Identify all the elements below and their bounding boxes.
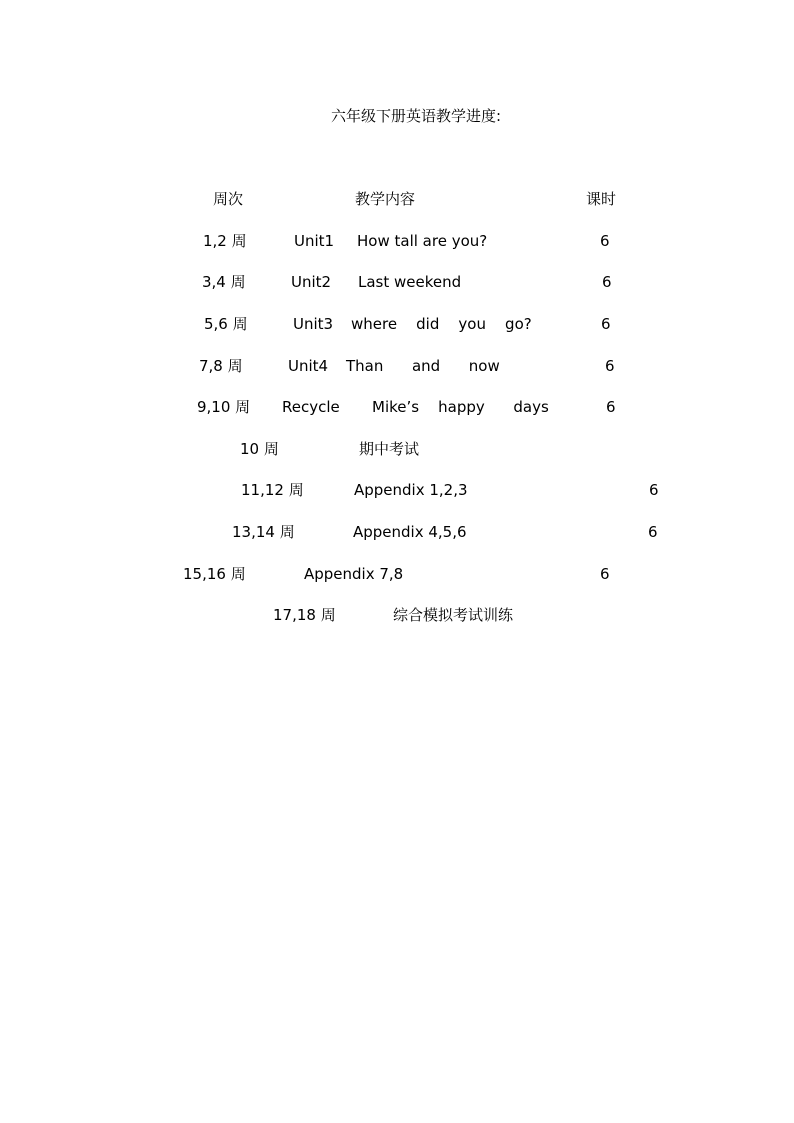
row-topic: Appendix 1,2,3 <box>354 481 468 499</box>
row-week: 5,6 周 <box>204 315 248 333</box>
page-title: 六年级下册英语教学进度: <box>331 107 502 125</box>
header-week: 周次 <box>213 190 244 208</box>
row-topic: How tall are you? <box>357 232 488 250</box>
row-topic: Last weekend <box>358 273 462 291</box>
row-hours: 6 <box>606 398 616 416</box>
row-unit: Unit4 <box>288 357 329 375</box>
row-hours: 6 <box>605 357 615 375</box>
row-week: 15,16 周 <box>183 565 246 583</box>
row-topic: Appendix 4,5,6 <box>353 523 467 541</box>
header-content: 教学内容 <box>355 190 416 208</box>
row-topic: 期中考试 <box>359 440 420 458</box>
row-hours: 6 <box>600 232 610 250</box>
row-topic: where did you go? <box>351 315 532 333</box>
row-unit: Unit2 <box>291 273 332 291</box>
row-unit: Recycle <box>282 398 340 416</box>
row-hours: 6 <box>600 565 610 583</box>
row-week: 1,2 周 <box>203 232 247 250</box>
row-week: 3,4 周 <box>202 273 246 291</box>
header-hours: 课时 <box>586 190 617 208</box>
row-topic: Than and now <box>346 357 500 375</box>
row-week: 9,10 周 <box>197 398 251 416</box>
row-hours: 6 <box>649 481 659 499</box>
row-week: 11,12 周 <box>241 481 304 499</box>
row-week: 17,18 周 <box>273 606 336 624</box>
row-topic: Mike’s happy days <box>372 398 549 416</box>
row-unit: Unit1 <box>294 232 335 250</box>
row-hours: 6 <box>648 523 658 541</box>
row-week: 13,14 周 <box>232 523 295 541</box>
row-hours: 6 <box>602 273 612 291</box>
row-unit: Unit3 <box>293 315 334 333</box>
row-topic: Appendix 7,8 <box>304 565 404 583</box>
row-hours: 6 <box>601 315 611 333</box>
row-week: 10 周 <box>240 440 279 458</box>
row-week: 7,8 周 <box>199 357 243 375</box>
row-topic: 综合模拟考试训练 <box>393 606 514 624</box>
